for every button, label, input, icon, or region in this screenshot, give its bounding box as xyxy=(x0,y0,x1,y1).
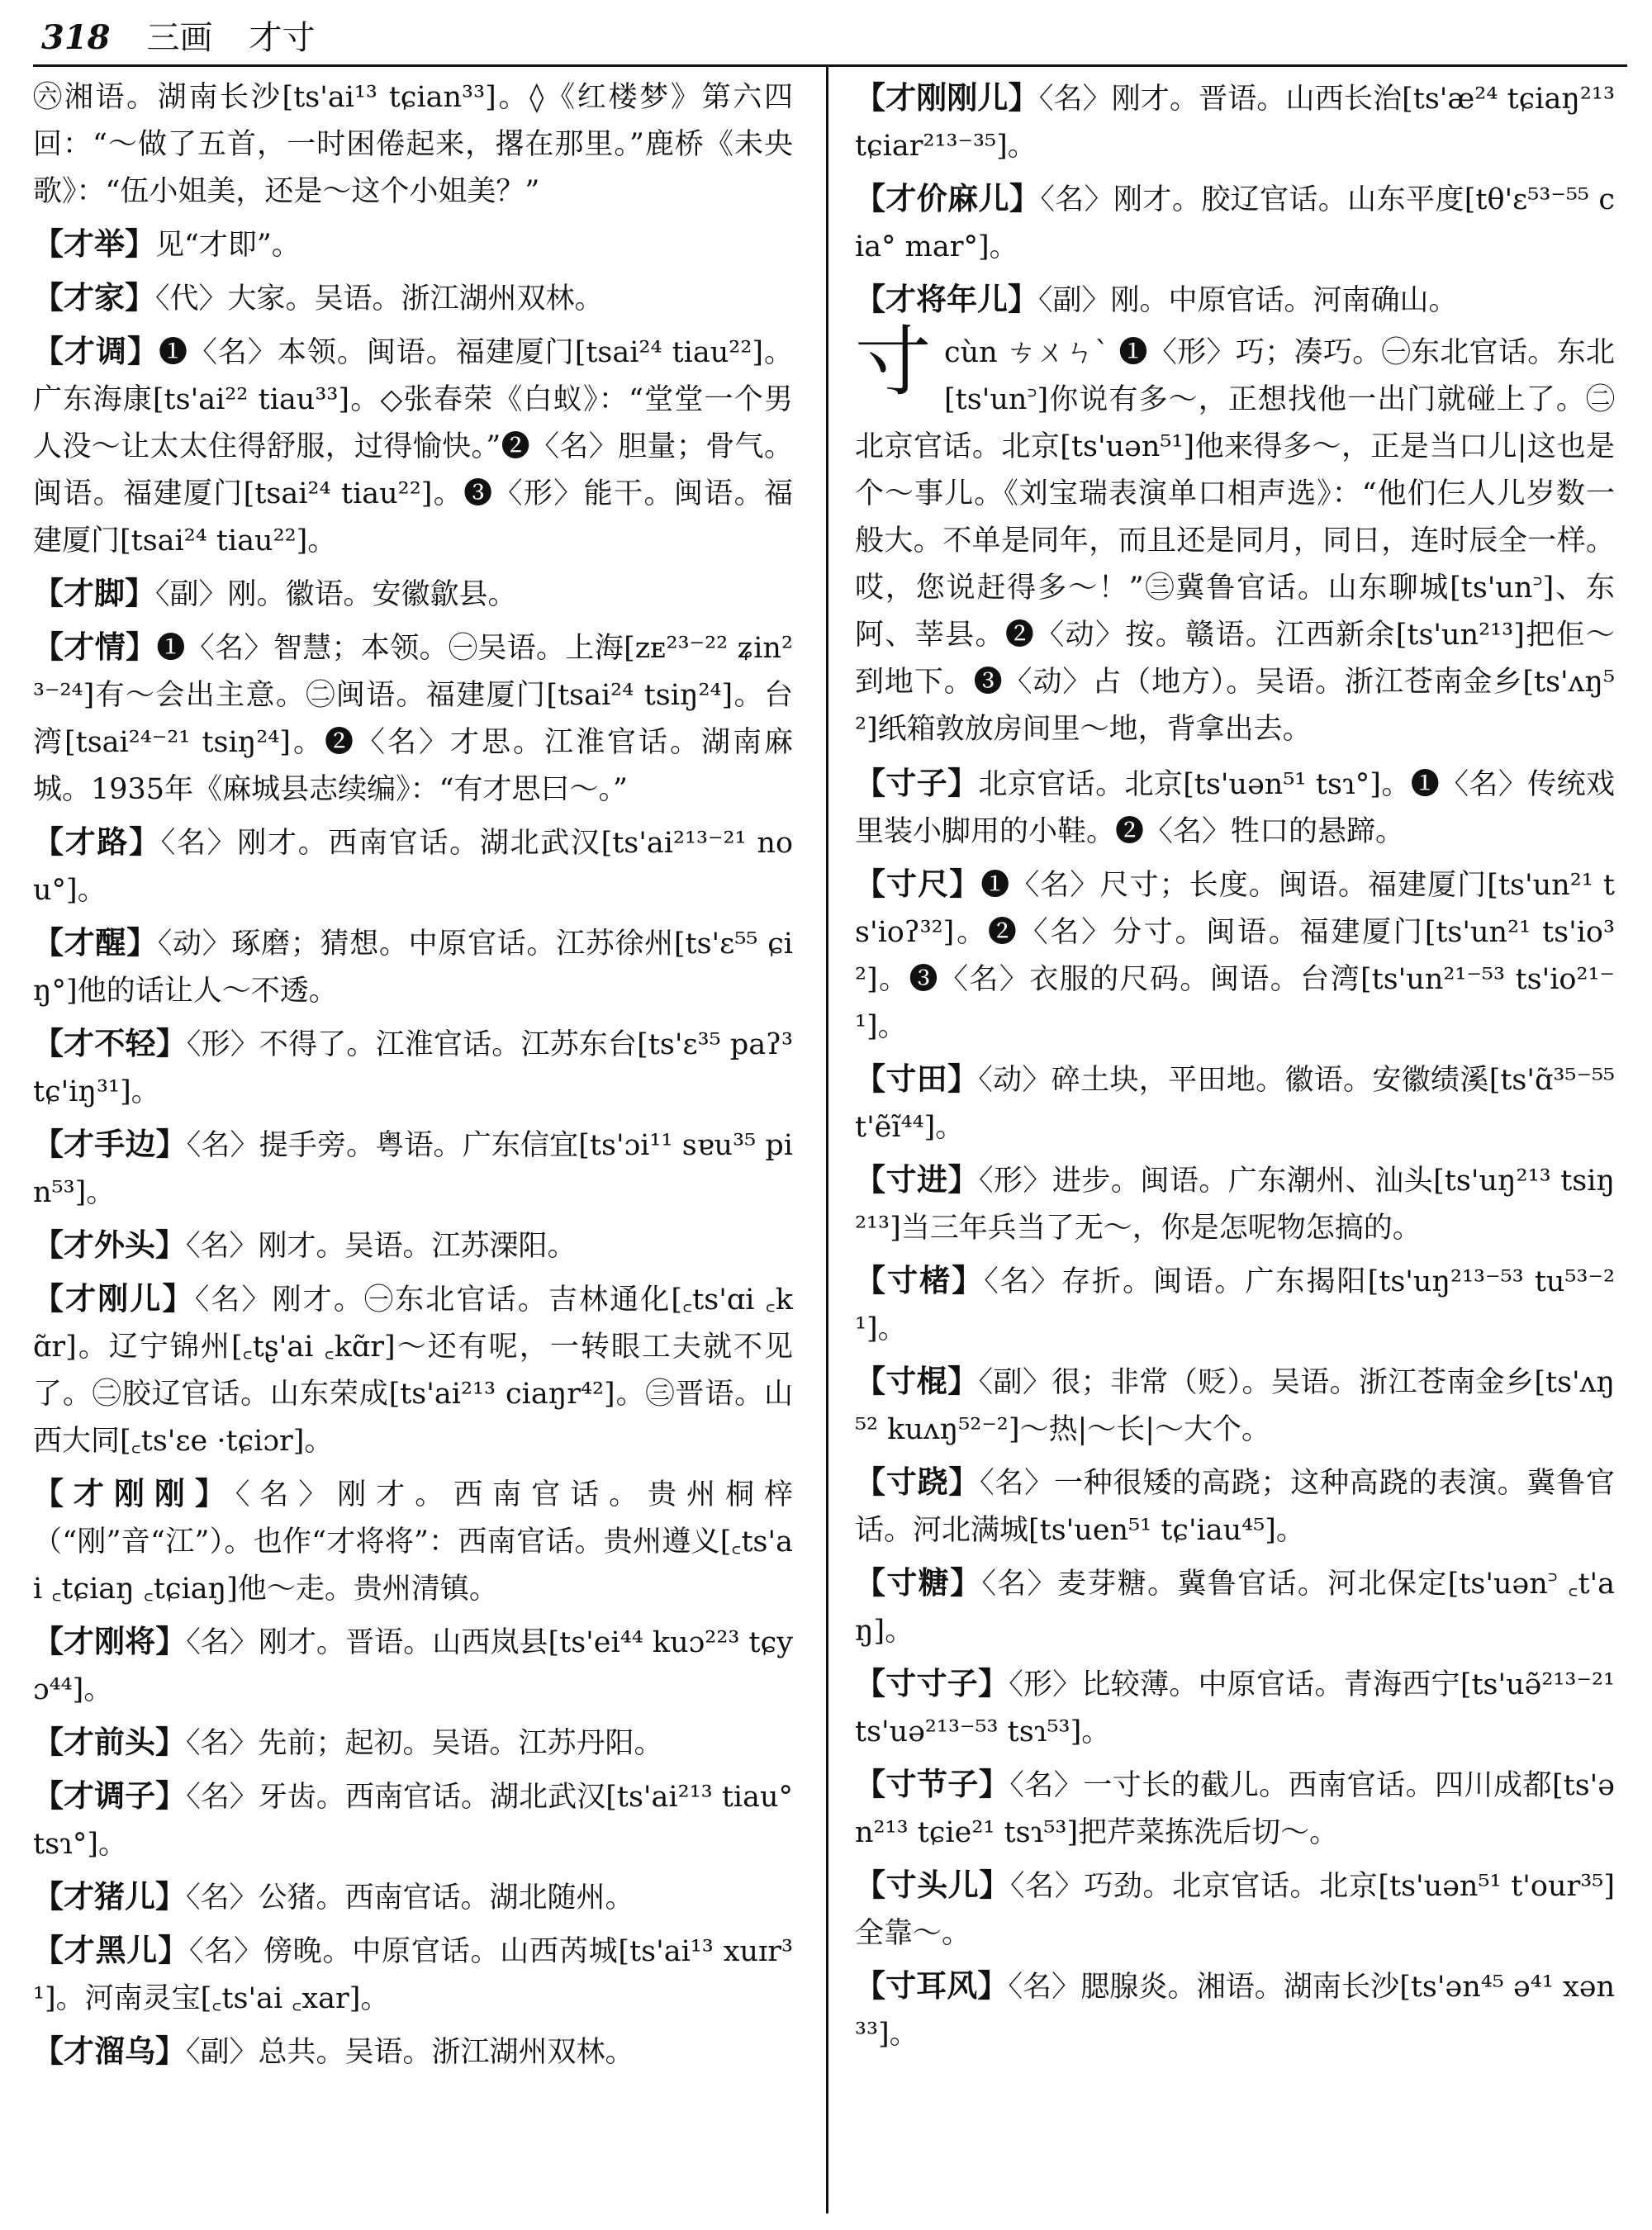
main-character-entry xyxy=(855,318,1615,753)
entry-headword: 【寸节子】 xyxy=(855,1766,1010,1802)
entry-headword: 【才将年儿】 xyxy=(855,281,1038,317)
entry-headword: 【才脚】 xyxy=(33,575,155,611)
main-character-definition: cùn ㄘㄨㄣˋ ❶〈形〉巧；凑巧。㊀东北官话。东北[ts'un꜄]你说有多～，正想找他一出门就碰上了。㊁北京官话。北京[ts'uən⁵¹]他来得多～，正是当口儿|这也是个～事儿。《刘宝瑞表演单口相声选》：“他们仨人儿岁数一般大。不单是同年，而且还是同月，同日，连时辰全一样。哎，您说赶得多～！”㊂冀鲁官话。山东聊城[ts'un꜄]、东阿、莘县。❷〈动〉按。赣语。江西新余[ts'un²¹³]把佢～到地下。❸〈动〉占（地方）。吴语。浙江苍南金乡[ts'ʌŋ⁵²]纸箱敦放房间里～地，背拿出去。 xyxy=(855,336,1615,746)
page-number: 318 xyxy=(41,18,111,57)
entry-definition: 〈名〉巧劲。北京官话。北京[ts'uən⁵¹ t'our³⁵]全靠～。 xyxy=(855,1870,1615,1950)
entry-headword: 【才刚将】 xyxy=(33,1623,187,1659)
dictionary-entry xyxy=(855,1761,1615,1857)
entry-headword: 【寸寸子】 xyxy=(855,1665,1009,1701)
dictionary-entry xyxy=(33,1470,793,1613)
continuation-text: ㊅湘语。湖南长沙[ts'ai¹³ tɕian³³]。◊《红楼梦》第六四回：“～做了五首，一时困倦起来，撂在那里。”鹿桥《未央歌》：“伍小姐美，还是～这个小姐美？” xyxy=(33,81,793,208)
entry-headword: 【寸耳风】 xyxy=(855,1967,1009,2004)
entry-definition: 〈名〉公猪。西南官话。湖北随州。 xyxy=(186,1881,634,1914)
entry-definition: 〈名〉腮腺炎。湘语。湖南长沙[ts'ən⁴⁵ ə⁴¹ xən³³]。 xyxy=(855,1971,1616,2051)
entry-headword: 【才手边】 xyxy=(33,1126,187,1162)
dictionary-entry xyxy=(855,760,1615,856)
entry-definition: 〈名〉刚才。晋语。山西岚县[ts'ei⁴⁴ kuɔ²²³ tɕyɔ⁴⁴]。 xyxy=(33,1626,793,1706)
entry-headword: 【寸跷】 xyxy=(855,1464,980,1500)
dictionary-entry xyxy=(855,276,1615,325)
dictionary-entry xyxy=(33,1020,793,1116)
entry-definition: 〈动〉琢磨；猜想。中原官话。江苏徐州[ts'ɛ⁵⁵ ɕiŋ°]他的话让人～不透。 xyxy=(33,928,793,1008)
entry-definition: 〈名〉刚才。西南官话。贵州桐梓（“刚”音“江”）。也作“才将将”：西南官话。贵州遵义[꜀ts'ai ꜀tɕiaŋ ꜀tɕiaŋ]他～走。贵州清镇。 xyxy=(33,1478,793,1606)
entry-definition: ❶〈名〉智慧；本领。㊀吴语。上海[zᴇ²³⁻²² ʑin²³⁻²⁴]有～会出主意。㊁闽语。福建厦门[tsai²⁴ tsiŋ²⁴]。台湾[tsai²⁴⁻²¹ tsiŋ²⁴]。❷〈名〉才思。江淮官话。湖南麻城。1935年《麻城县志续编》：“有才思曰～。” xyxy=(33,632,793,806)
dictionary-entry xyxy=(855,1962,1615,2058)
entry-definition: 〈代〉大家。吴语。浙江湖州双林。 xyxy=(155,282,604,316)
dictionary-entry xyxy=(33,919,793,1015)
dictionary-entry xyxy=(33,328,793,565)
entry-definition: 北京官话。北京[ts'uən⁵¹ tsɿ°]。❶〈名〉传统戏里装小脚用的小鞋。❷〈名〉牲口的悬蹄。 xyxy=(855,768,1616,848)
entry-definition: 〈名〉提手旁。粤语。广东信宜[ts'ɔi¹¹ sɐu³⁵ pin⁵³]。 xyxy=(33,1129,793,1209)
entry-definition: 〈名〉傍晚。中原官话。山西芮城[ts'ai¹³ xuɪr³¹]。河南灵宝[꜀ts'ai ꜀xar]。 xyxy=(33,1935,793,2015)
dictionary-entry xyxy=(33,1772,793,1868)
entry-definition: 〈名〉一寸长的截儿。西南官话。四川成都[ts'ən²¹³ tɕie²¹ tsɿ⁵³]把芹菜拣洗后切～。 xyxy=(855,1769,1615,1849)
entry-headword: 【才黑儿】 xyxy=(33,1932,189,1968)
entry-definition: 〈形〉进步。闽语。广东潮州、汕头[ts'uŋ²¹³ tsiŋ²¹³]当三年兵当了无～，你是怎呢物怎搞的。 xyxy=(855,1165,1616,1245)
entry-headword: 【寸头儿】 xyxy=(855,1867,1011,1903)
section-label: 三画 xyxy=(146,19,213,57)
dictionary-entry xyxy=(33,1275,793,1465)
dictionary-entry xyxy=(33,1873,793,1922)
entry-headword: 【才刚儿】 xyxy=(33,1280,195,1317)
dictionary-entry xyxy=(855,1660,1615,1756)
entry-definition: 见“才即”。 xyxy=(155,229,301,262)
entry-definition: 〈形〉比较薄。中原官话。青海西宁[ts'uə̃²¹³⁻²¹ ts'uə²¹³⁻⁵³ tsɿ⁵³]。 xyxy=(855,1668,1615,1748)
entry-headword: 【才调】 xyxy=(33,333,159,369)
entry-headword: 【才价麻儿】 xyxy=(855,180,1041,216)
entry-definition: 〈名〉麦芽糖。冀鲁官话。河北保定[ts'uən꜄ ꜀t'aŋ]。 xyxy=(855,1568,1616,1648)
dictionary-entry xyxy=(855,1862,1615,1957)
entry-definition: 〈名〉牙齿。西南官话。湖北武汉[ts'ai²¹³ tiau° tsɿ°]。 xyxy=(33,1781,794,1861)
entry-headword: 【才举】 xyxy=(33,225,155,262)
entry-definition: 〈副〉刚。徽语。安徽歙县。 xyxy=(155,578,517,611)
dictionary-entry xyxy=(33,624,793,814)
entry-headword: 【才外头】 xyxy=(33,1226,186,1263)
page-header xyxy=(41,15,1627,61)
entry-headword: 【才不轻】 xyxy=(33,1025,187,1061)
dictionary-entry xyxy=(33,1121,793,1217)
entry-definition: 〈名〉存折。闽语。广东揭阳[ts'uŋ²¹³⁻⁵³ tu⁵³⁻²¹]。 xyxy=(855,1265,1615,1345)
entry-definition: 〈名〉先前；起初。吴语。江苏丹阳。 xyxy=(186,1727,663,1760)
entry-headword: 【寸子】 xyxy=(855,765,979,801)
entry-headword: 【才溜乌】 xyxy=(33,2033,186,2069)
entry-headword: 【才前头】 xyxy=(33,1724,186,1760)
entry-definition: 〈名〉刚才。㊀东北官话。吉林通化[꜀ts'ɑi ꜀kɑ̃r]。辽宁锦州[꜀tʂ'ai ꜀kɑ̃r]～还有呢，一转眼工夫就不见了。㊁胶辽官话。山东荣成[ts'ai²¹³ ciaŋr⁴²]。㊂晋语。山西大同[꜀ts'ɛe ·tɕiɔr]。 xyxy=(33,1283,794,1458)
dictionary-entry xyxy=(855,861,1615,1051)
entry-definition: 〈名〉刚才。西南官话。湖北武汉[ts'ai²¹³⁻²¹ nou°]。 xyxy=(33,827,794,907)
right-column xyxy=(855,74,1615,2063)
column-divider xyxy=(826,66,828,2213)
dictionary-entry xyxy=(33,1927,793,2023)
dictionary-entry xyxy=(855,74,1615,170)
dictionary-entry xyxy=(855,1156,1615,1252)
entry-definition: 〈副〉很；非常（贬）。吴语。浙江苍南金乡[ts'ʌŋ⁵² kuʌŋ⁵²⁻²]～热|～长|～大个。 xyxy=(855,1366,1615,1446)
dictionary-entry xyxy=(33,274,793,323)
dictionary-entry xyxy=(855,1056,1615,1151)
entry-definition: 〈名〉一种很矮的高跷；这种高跷的表演。冀鲁官话。河北满城[ts'uen⁵¹ tɕ'iau⁴⁵]。 xyxy=(855,1467,1615,1547)
dictionary-entry xyxy=(33,1719,793,1767)
entry-definition: 〈副〉总共。吴语。浙江湖州双林。 xyxy=(186,2036,634,2069)
left-column xyxy=(33,74,793,2081)
dictionary-entry xyxy=(33,221,793,269)
entry-headword: 【寸进】 xyxy=(855,1161,979,1198)
dictionary-entry xyxy=(33,1222,793,1270)
entry-headword: 【寸糖】 xyxy=(855,1564,982,1601)
entry-headword: 【才调子】 xyxy=(33,1777,187,1814)
entry-definition: 〈名〉刚才。胶辽官话。山东平度[tθ'ɛ⁵³⁻⁵⁵ cia° mar°]。 xyxy=(855,183,1616,263)
entry-headword: 【寸尺】 xyxy=(855,866,981,902)
entry-definition: ❶〈名〉本领。闽语。福建厦门[tsai²⁴ tiau²²]。广东海康[ts'ai²² tiau³³]。◇张春荣《白蚁》：“堂堂一个男人没～让太太住得舒服，过得愉快。”❷〈名〉胆量；骨气。闽语。福建厦门[tsai²⁴ tiau²²]。❸〈形〉能干。闽语。福建厦门[tsai²⁴ tiau²²]。 xyxy=(33,336,793,558)
entry-headword: 【才猪儿】 xyxy=(33,1878,186,1914)
entry-definition: 〈名〉刚才。晋语。山西长治[ts'æ²⁴ tɕiaŋ²¹³ tɕiar²¹³⁻³⁵]。 xyxy=(855,83,1615,163)
entry-headword: 【寸田】 xyxy=(855,1060,979,1097)
entry-definition: ❶〈名〉尺寸；长度。闽语。福建厦门[ts'un²¹ ts'ioʔ³²]。❷〈名〉分寸。闽语。福建厦门[ts'un²¹ ts'io³²]。❸〈名〉衣服的尺码。闽语。台湾[ts'un²¹⁻⁵³ ts'io²¹⁻¹]。 xyxy=(855,869,1616,1043)
entry-headword: 【才醒】 xyxy=(33,924,158,961)
header-characters: 才寸 xyxy=(249,19,316,57)
dictionary-entry xyxy=(855,1559,1615,1655)
dictionary-entry xyxy=(855,1358,1615,1454)
entry-headword: 【才情】 xyxy=(33,629,157,665)
entry-definition: 〈副〉刚。中原官话。河南确山。 xyxy=(1038,284,1458,317)
entry-headword: 【寸棍】 xyxy=(855,1363,979,1399)
main-character: 寸 xyxy=(855,318,932,406)
entry-headword: 【才家】 xyxy=(33,279,155,316)
dictionary-entry xyxy=(33,818,793,914)
header-rule xyxy=(33,64,1627,67)
dictionary-entry xyxy=(33,570,793,619)
entry-headword: 【才刚刚儿】 xyxy=(855,79,1039,116)
dictionary-entry xyxy=(33,1618,793,1714)
entry-headword: 【寸楮】 xyxy=(855,1262,985,1298)
entry-definition: 〈形〉不得了。江淮官话。江苏东台[ts'ɛ³⁵ paʔ³ tɕ'iŋ³¹]。 xyxy=(33,1028,793,1108)
entry-headword: 【才刚刚】 xyxy=(33,1475,235,1511)
entry-definition: 〈名〉刚才。吴语。江苏溧阳。 xyxy=(186,1230,577,1263)
entry-headword: 【才路】 xyxy=(33,823,161,860)
dictionary-entry xyxy=(33,2028,793,2076)
dictionary-entry xyxy=(855,175,1615,271)
dictionary-entry xyxy=(855,1257,1615,1353)
dictionary-entry xyxy=(855,1459,1615,1554)
entry-definition: 〈动〉碎土块，平田地。徽语。安徽绩溪[ts'ɑ̃³⁵⁻⁵⁵ t'ẽĩ⁴⁴]。 xyxy=(855,1064,1615,1144)
